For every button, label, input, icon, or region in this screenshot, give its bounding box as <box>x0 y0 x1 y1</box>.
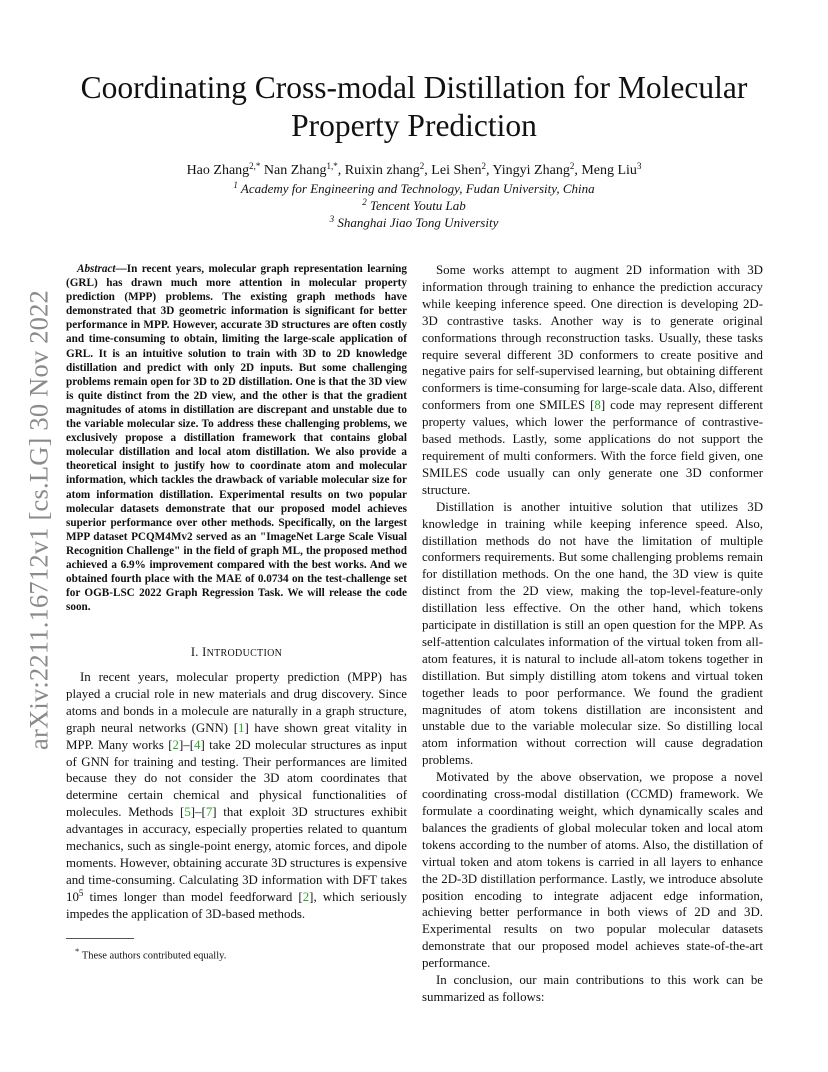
abstract-label: Abstract <box>77 263 116 275</box>
arxiv-identifier-stamp <box>19 280 59 760</box>
text-run: , which seriously impedes the application of 3D-based methods. <box>66 889 407 921</box>
section-title-initial: I <box>202 645 207 659</box>
section-title-rest: NTRODUCTION <box>206 648 283 659</box>
author-affiliation-mark: 1,* <box>326 161 338 171</box>
paper-title: Coordinating Cross-modal Distillation for Molecular Property Prediction <box>80 70 748 143</box>
citation-link[interactable]: 8 <box>594 398 601 413</box>
affiliation-number: 2 <box>362 197 367 207</box>
text-run: that exploit 3D structures exhibit advantages in accuracy, especially properties related to quantum mechanics, such as single-point energy, atomic forces, and dipole moments. However, obtaining accurate 3D structures is expensive and time-consuming. Calculating 3D information with DFT takes 10 <box>66 805 407 904</box>
footnote <box>75 946 226 962</box>
footnote-mark: * <box>75 946 80 956</box>
citation-link[interactable]: 5 <box>184 805 191 820</box>
paragraph-distillation: Distillation is another intuitive solution that utilizes 3D knowledge in training while keeping inference speed. Also, distillation methods do not have the limitation of multiple conformers requirements. But some challenging problems remain for distillation methods. On the one hand, the 3D view is quite distinct from the 2D view, making the top-level-feature-only distillation less effective. On the other hand, which tokens participate in distillation is still an open question for the MPP. As self-attention calculates information of the virtual token from all-atom features, it is natural to include all-atom tokens together in distillation. But simply distilling atom tokens and virtual token together leads to poor performance. We found the gradient magnitudes of atom tokens distillation are inconsistent and unstable due to the variable molecular size. So distilling local atom information without correction will cause degradation problems. <box>422 499 763 768</box>
author-affiliation-mark: 2 <box>569 161 575 171</box>
citation-link[interactable]: 2 <box>302 889 310 904</box>
affiliation-2 <box>40 198 788 214</box>
text-run: Some works attempt to augment 2D information with 3D information through training to enhance the prediction accuracy while keeping inference speed. One direction is developing 2D-3D contrastive tasks. Another way is to generate original conformations through reconstruction tasks. Usually, these tasks require several different 3D conformers to create positive and negative pairs for self-supervised learning, but obtaining different conformers is time-consuming for large-scale data. Also, different conformers from one SMILES <box>422 263 763 413</box>
affiliation-text: Academy for Engineering and Technology, Fudan University, China <box>240 181 595 196</box>
author-name: Yingyi Zhang <box>492 163 570 178</box>
author-affiliation-mark: 2 <box>419 161 425 171</box>
author-name: Nan Zhang <box>263 163 327 178</box>
text-run: In recent years, molecular property prediction (MPP) has played a crucial role in new materials and drug discovery. Since atoms and bonds in a molecule are naturally in a graph structure, graph neural networks (GNN) <box>66 670 407 735</box>
paragraph-augment-2d: Some works attempt to augment 2D information with 3D information through training to enhance the prediction accuracy while keeping inference speed. One direction is developing 2D-3D contrastive tasks. Another way is to generate original conformations through reconstruction tasks. Usually, these tasks require several different 3D conformers to create positive and negative pairs for self-supervised learning, but obtaining different conformers is time-consuming for large-scale data. Also, different conformers from one SMILES [8] code may represent different property values, which lower the performance of contrastive-based methods. Lastly, some applications do not support the requirement of multi conformers. With the force field given, one SMILES code usually can only generate one 3D conformer structure. <box>422 263 763 497</box>
affiliation-1 <box>40 181 788 197</box>
footnote-text: These authors contributed equally. <box>81 950 227 962</box>
citation-link[interactable]: 1 <box>238 720 245 735</box>
text-run: code may represent different property values, which lower the performance of contrastive-based methods. Lastly, some applications do not support the requirement of multi conformers. With the force field given, one SMILES code usually can only generate one 3D conformer structure. <box>422 398 763 497</box>
right-column-body <box>422 262 763 1006</box>
citation-link[interactable]: 4 <box>194 737 201 752</box>
author-name: Meng Liu <box>581 163 637 178</box>
text-run: times longer than model feedforward <box>83 889 299 904</box>
paragraph-conclusion: In conclusion, our main contributions to this work can be summarized as follows: <box>422 973 763 1004</box>
affiliation-number: 3 <box>329 214 335 224</box>
affiliation-text: Tencent Youtu Lab <box>369 198 466 213</box>
abstract-text: In recent years, molecular graph representation learning (GRL) has drawn much more attention in molecular property prediction (MPP) problems. The existing graph methods have demonstrated that 3D geometric information is significant for better performance in MPP. However, accurate 3D structures are often costly and time-consuming to obtain, limiting the large-scale application of GRL. It is an intuitive solution to train with 3D to 2D knowledge distillation and predict with only 2D inputs. But some challenging problems remain open for 3D to 2D distillation. One is that the 3D view is quite distinct from the 2D view, and the other is that the gradient magnitudes of atoms in distillation are discrepant and unstable due to the variable molecular size. To address these challenging problems, we exclusively propose a distillation framework that contains global molecular distillation and local atom distillation. We also provide a theoretical insight to justify how to coordinate atom and molecular information, which tackles the drawback of variable molecular size for atom information distillation. Experimental results on two popular molecular datasets demonstrate that our proposed model achieves superior performance over other methods. Specifically, on the largest MPP dataset PCQM4Mv2 served as an "ImageNet Large Scale Visual Recognition Challenge" in the field of graph ML, the proposed method achieved a 6.9% improvement compared with the best works. And we obtained fourth place with the MAE of 0.0734 on the test-challenge set for OGB-LSC 2022 Graph Regression Task. We will release the code soon. <box>66 263 407 614</box>
author-affiliation-mark: 3 <box>636 161 642 171</box>
intro-paragraph: In recent years, molecular property prediction (MPP) has played a crucial role in new materials and drug discovery. Since atoms and bonds in a molecule are naturally in a graph structure, graph neural networks (GNN) [1] have shown great vitality in MPP. Many works [2]–[4] take 2D molecular structures as input of GNN for training and testing. Their performances are limited because they do not consider the 3D atom coordinates that determine certain chemical and physical functionalities of molecules. Methods [5]–[7] that exploit 3D structures exhibit advantages in accuracy, especially properties related to quantum mechanics, such as single-point energy, atomic forces, and dipole moments. However, obtaining accurate 3D structures is expensive and time-consuming. Calculating 3D information with DFT takes $10^5$ times longer than model feedforward [2], which seriously impedes the application of 3D-based methods. <box>66 670 408 921</box>
affiliation-text: Shanghai Jiao Tong University <box>337 215 499 230</box>
footnote-divider <box>66 938 134 939</box>
citation-link[interactable]: 7 <box>205 805 213 820</box>
affiliation-number: 1 <box>233 180 238 190</box>
text-run: take 2D molecular structures as input of GNN for training and testing. Their performances are limited because they do not consider the 3D atom coordinates that determine certain chemical and physical functionalities of molecules. Methods <box>66 737 407 820</box>
text-run: have shown great vitality in MPP. Many works <box>66 720 408 752</box>
author-name: Ruixin zhang <box>344 163 420 178</box>
author-name: Lei Shen <box>431 163 482 178</box>
arxiv-id-text: arXiv:2211.16712v1 [cs.LG] 30 Nov 2022 <box>23 289 54 751</box>
author-list: Hao Zhang$^{2,*}$ Nan Zhang$^{1,*}$, Ruixin zhang$^2$, Lei Shen$^2$, Yingyi Zhang$^2$, Meng Liu$^3$ <box>186 161 642 178</box>
affiliation-3 <box>40 215 788 231</box>
abstract: Abstract—In recent years, molecular graph representation learning (GRL) has drawn much more attention in molecular property prediction (MPP) problems. The existing graph methods have demonstrated that 3D geometric information is significant for better performance in MPP. However, accurate 3D structures are often costly and time-consuming to obtain, limiting the large-scale application of GRL. It is an intuitive solution to train with 3D to 2D knowledge distillation and predict with only 2D inputs. But some challenging problems remain open for 3D to 2D distillation. One is that the 3D view is quite distinct from the 2D view, and the other is that the gradient magnitudes of atoms in distillation are discrepant and unstable due to the variable molecular size. To address these challenging problems, we exclusively propose a distillation framework that contains global molecular distillation and local atom distillation. We also provide a theoretical insight to justify how to coordinate atom and molecular information, which tackles the drawback of variable molecular size for atom information distillation. Experimental results on two popular molecular datasets demonstrate that our proposed model achieves superior performance over other methods. Specifically, on the largest MPP dataset PCQM4Mv2 served as an "ImageNet Large Scale Visual Recognition Challenge" in the field of graph ML, the proposed method achieved a 6.9% improvement compared with the best works. And we obtained fourth place with the MAE of 0.0734 on the test-challenge set for OGB-LSC 2022 Graph Regression Task. We will release the code soon. <box>66 263 407 614</box>
exponent: 5 <box>78 887 84 898</box>
citation-link[interactable]: 2 <box>172 737 179 752</box>
left-column-body <box>66 669 407 923</box>
author-name: Hao Zhang <box>186 163 250 178</box>
author-affiliation-mark: 2 <box>481 161 486 171</box>
section-heading-introduction <box>66 645 407 660</box>
author-affiliation-mark: 2,* <box>249 161 261 171</box>
section-number: I. <box>190 645 199 659</box>
paragraph-motivation: Motivated by the above observation, we propose a novel coordinating cross-modal distillation (CCMD) framework. We formulate a coordinating weight, which dynamically scales and balances the gradients of global molecular token and local atom tokens according to the number of atoms. Also, the distillation of virtual token and atom tokens is carried in all layers to enhance the 2D-3D distillation performance. Lastly, we introduce absolute position encoding to integrate adjacent edge information, achieving better performance in both views of 2D and 3D. Experimental results on two popular molecular datasets demonstrate that our proposed model achieves state-of-the-art performance. <box>422 770 763 971</box>
